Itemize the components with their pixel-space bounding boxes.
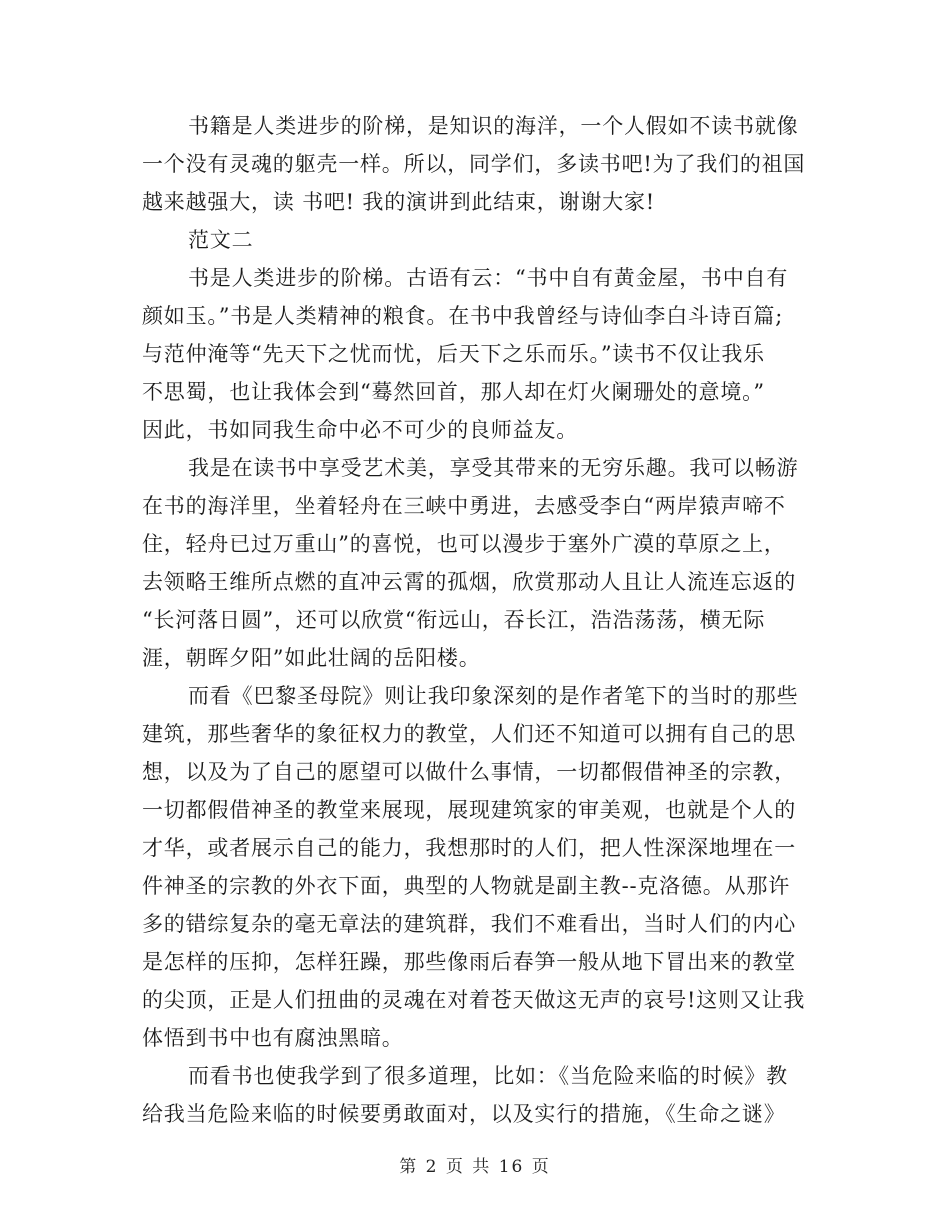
section-heading: 范文二 [188,228,254,252]
paragraph-line: 才华，或者展示自己的能力，我想那时的人们，把人性深深地埋在一 [142,836,796,860]
paragraph-line: 住，轻舟已过万重山”的喜悦，也可以漫步于塞外广漠的草原之上， [142,532,786,556]
paragraph-line: 涯，朝晖夕阳”如此壮阔的岳阳楼。 [142,646,481,670]
page-number-label: 第 2 页 共 16 页 [399,1157,551,1177]
paragraph-line: 在书的海洋里，坐着轻舟在三峡中勇进，去感受李白“两岸猿声啼不 [142,494,786,518]
paragraph-line: 书是人类进步的阶梯。古语有云：“书中自有黄金屋，书中自有 [188,266,789,290]
paragraph-line: 想，以及为了自己的愿望可以做什么事情，一切都假借神圣的宗教， [142,760,796,784]
paragraph-line: 而看《巴黎圣母院》则让我印象深刻的是作者笔下的当时的那些 [188,684,799,708]
paragraph-line: 与范仲淹等“先天下之忧而忧，后天下之乐而乐。”读书不仅让我乐 [142,342,765,366]
paragraph-line: 多的错综复杂的毫无章法的建筑群，我们不难看出，当时人们的内心 [142,912,796,936]
paragraph-line: 越来越强大，读 书吧! 我的演讲到此结束，谢谢大家! [142,190,656,214]
paragraph-line: 书籍是人类进步的阶梯，是知识的海洋，一个人假如不读书就像 [188,114,799,138]
page-footer [0,1152,950,1177]
paragraph-line: 体悟到书中也有腐浊黑暗。 [142,1026,404,1050]
paragraph-line: 因此，书如同我生命中必不可少的良师益友。 [142,418,578,442]
paragraph-line: 建筑，那些奢华的象征权力的教堂，人们还不知道可以拥有自己的思 [142,722,796,746]
paragraph-line: 的尖顶，正是人们扭曲的灵魂在对着苍天做这无声的哀号!这则又让我 [142,988,806,1012]
paragraph-line: 给我当危险来临的时候要勇敢面对，以及实行的措施，《生命之谜》 [142,1102,786,1126]
paragraph-line: 颜如玉。”书是人类精神的粮食。在书中我曾经与诗仙李白斗诗百篇; [142,304,784,328]
paragraph-line: 件神圣的宗教的外衣下面，典型的人物就是副主教--克洛德。从那许 [142,874,790,898]
paragraph-line: 一个没有灵魂的躯壳一样。所以，同学们，多读书吧!为了我们的祖国 [142,152,806,176]
paragraph-line: 一切都假借神圣的教堂来展现，展现建筑家的审美观，也就是个人的 [142,798,796,822]
paragraph-line: 我是在读书中享受艺术美，享受其带来的无穷乐趣。我可以畅游 [188,456,799,480]
document-body [142,107,808,1133]
paragraph-line: 去领略王维所点燃的直冲云霄的孤烟，欣赏那动人且让人流连忘返的 [142,570,796,594]
paragraph-line: 是怎样的压抑，怎样狂躁，那些像雨后春笋一般从地下冒出来的教堂 [142,950,796,974]
paragraph-line: 而看书也使我学到了很多道理，比如：《当危险来临的时候》教 [188,1064,788,1088]
paragraph-line: “长河落日圆”，还可以欣赏“衔远山，吞长江，浩浩荡荡，横无际 [142,608,766,632]
paragraph-line: 不思蜀，也让我体会到“蓦然回首，那人却在灯火阑珊处的意境。” [142,380,765,404]
